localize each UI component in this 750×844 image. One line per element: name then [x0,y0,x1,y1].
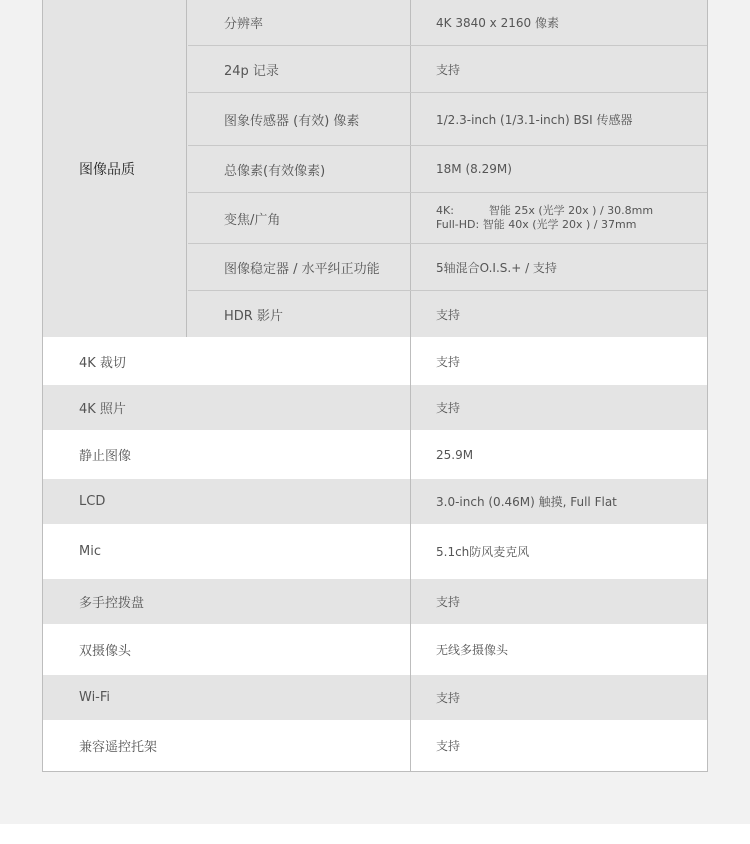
spec-name: 24p 记录 [224,63,279,79]
spec-value: 支持 [410,579,707,624]
spec-name: LCD [79,494,106,509]
spec-value: 支持 [410,291,706,337]
spec-value: 5轴混合O.I.S.+ / 支持 [410,244,706,290]
spec-row-hdr [188,291,707,337]
spec-row-stabilizer [188,244,707,291]
spec-value: 支持 [410,385,707,430]
image-quality-group [43,0,707,337]
spec-row-still-image [43,430,707,479]
zoom-4k-value: 4K: 智能 25x (光学 20x ) / 30.8mm [436,204,654,217]
spec-value: 18M (8.29M) [410,146,706,192]
spec-row-mic [43,524,707,579]
spec-value: 1/2.3-inch (1/3.1-inch) BSI 传感器 [410,93,706,145]
spec-row-4k-crop [43,337,707,385]
spec-name: 4K 裁切 [79,355,126,371]
spec-name: 图象传感器 (有效) 像素 [224,113,360,129]
spec-row-lcd [43,479,707,524]
spec-table [42,0,708,772]
spec-name: Wi-Fi [79,690,111,705]
spec-name: HDR 影片 [224,308,283,324]
spec-name: 分辨率 [224,17,264,32]
group-label: 图像品质 [43,0,187,337]
spec-row-wifi [43,675,707,720]
spec-value: 25.9M [410,430,707,479]
spec-name: 双摄像头 [79,644,132,659]
spec-row-total-pixels [188,146,707,193]
spec-name: 总像素(有效像素) [224,163,326,179]
spec-row-4k-photo [43,385,707,430]
spec-row-zoom [188,193,707,244]
spec-row-resolution [188,0,707,46]
spec-row-24p [188,46,707,93]
spec-value: 无线多摄像头 [410,624,707,675]
spec-value: 支持 [410,720,707,771]
spec-row-dial [43,579,707,624]
spec-name: 4K 照片 [79,402,126,417]
spec-row-sensor [188,93,707,146]
spec-name: 兼容遥控托架 [79,740,158,755]
spec-value: 3.0-inch (0.46M) 触摸, Full Flat [410,479,707,524]
zoom-fullhd-value: Full-HD: 智能 40x (光学 20x ) / 37mm [436,218,637,231]
spec-value [410,193,706,243]
spec-name: 变焦/广角 [224,212,281,228]
spec-value: 5.1ch防风麦克风 [410,524,707,579]
spec-name: 图像稳定器 / 水平纠正功能 [224,261,380,277]
spec-value: 支持 [410,675,707,720]
spec-value: 4K 3840 x 2160 像素 [410,0,706,45]
spec-row-remote-mount [43,720,707,771]
spec-row-dual-camera [43,624,707,675]
spec-value: 支持 [410,46,706,92]
spec-name: 静止图像 [79,449,132,464]
spec-name: Mic [79,544,101,559]
spec-name: 多手控拨盘 [79,596,145,611]
spec-value: 支持 [410,337,707,385]
page-bottom-band [0,824,750,844]
